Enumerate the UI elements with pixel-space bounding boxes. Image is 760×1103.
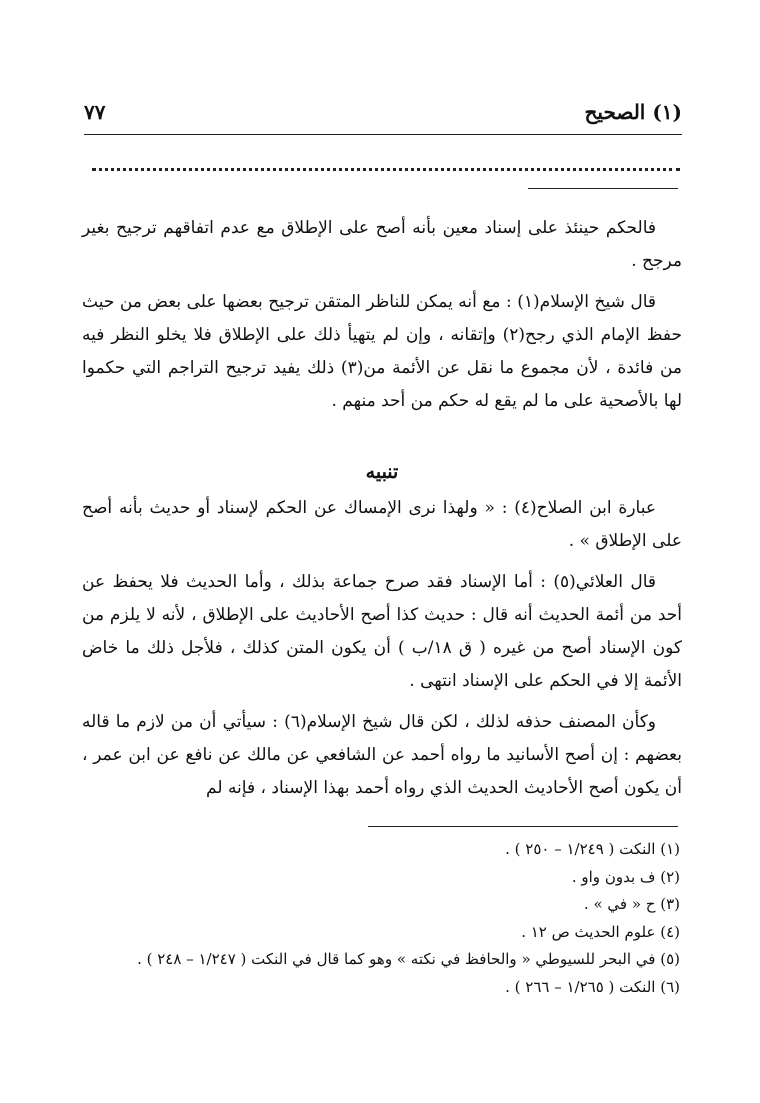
short-rule — [528, 188, 678, 189]
footnotes — [60, 836, 680, 1001]
footnote-separator — [368, 826, 678, 827]
footnote-item: (٥) في البحر للسيوطي « والحافظ في نكته » وهو كما قال في النكت ( ١/٢٤٧ – ٢٤٨ ) . — [137, 950, 680, 968]
dotted-separator — [92, 148, 680, 171]
paragraph: قال شيخ الإسلام(١) : مع أنه يمكن للناظر المتقن ترجيح بعضها على بعض من حيث حفظ الإمام الذي رجح(٢) وإتقانه ، وإن لم يتهيأ ذلك على الإطلاق فلا يخلو النظر فيه من فائدة ، لأن مجموع ما نقل عن الأئمة من(٣) ذلك يفيد ترجيح التراجم التي حكموا لها بالأصحية على ما لم يقع له حكم من أحد منهم . — [82, 292, 682, 411]
footnote-item: (١) النكت ( ١/٢٤٩ – ٢٥٠ ) . — [505, 840, 680, 858]
main-text — [82, 212, 682, 805]
footnote-item: (٣) ح « في » . — [583, 895, 680, 913]
page-number: ٧٧ — [84, 100, 106, 124]
paragraph: وكأن المصنف حذفه لذلك ، لكن قال شيخ الإسلام(٦) : سيأتي أن من لازم ما قاله بعضهم : إن أصح الأسانيد ما رواه أحمد عن الشافعي عن مالك عن نافع عن ابن عمر ، أن يكون أصح الأحاديث الحديث الذي رواه أحمد بهذا الإسناد ، فإنه لم — [82, 712, 682, 798]
chapter-title: (١) الصحيح — [584, 100, 682, 124]
footnote-item: (٤) علوم الحديث ص ١٢ . — [521, 922, 680, 941]
paragraph: قال العلائي(٥) : أما الإسناد فقد صرح جماعة بذلك ، وأما الحديث فلا يحفظ عن أحد من أئمة الحديث أنه قال : حديث كذا أصح الأحاديث على الإطلاق ، لأنه لا يلزم من كون الإسناد أصح من غيره ( ق ١٨/ب ) أن يكون المتن كذلك ، فلأجل ذلك ما خاض الأئمة إلا في الحكم على الإسناد انتهى . — [82, 572, 682, 691]
section-heading: تنبيه — [365, 461, 399, 483]
footnote-item: (٦) النكت ( ١/٢٦٥ – ٢٦٦ ) . — [505, 977, 680, 996]
paragraph: عبارة ابن الصلاح(٤) : « ولهذا نرى الإمساك عن الحكم لإسناد أو حديث بأنه أصح على الإطلاق » . — [82, 498, 682, 551]
running-header — [84, 100, 682, 135]
footnote-item: (٢) ف بدون واو . — [571, 867, 680, 886]
paragraph: فالحكم حينئذ على إسناد معين بأنه أصح على الإطلاق مع عدم اتفاقهم ترجيح بغير مرجح . — [82, 218, 682, 271]
